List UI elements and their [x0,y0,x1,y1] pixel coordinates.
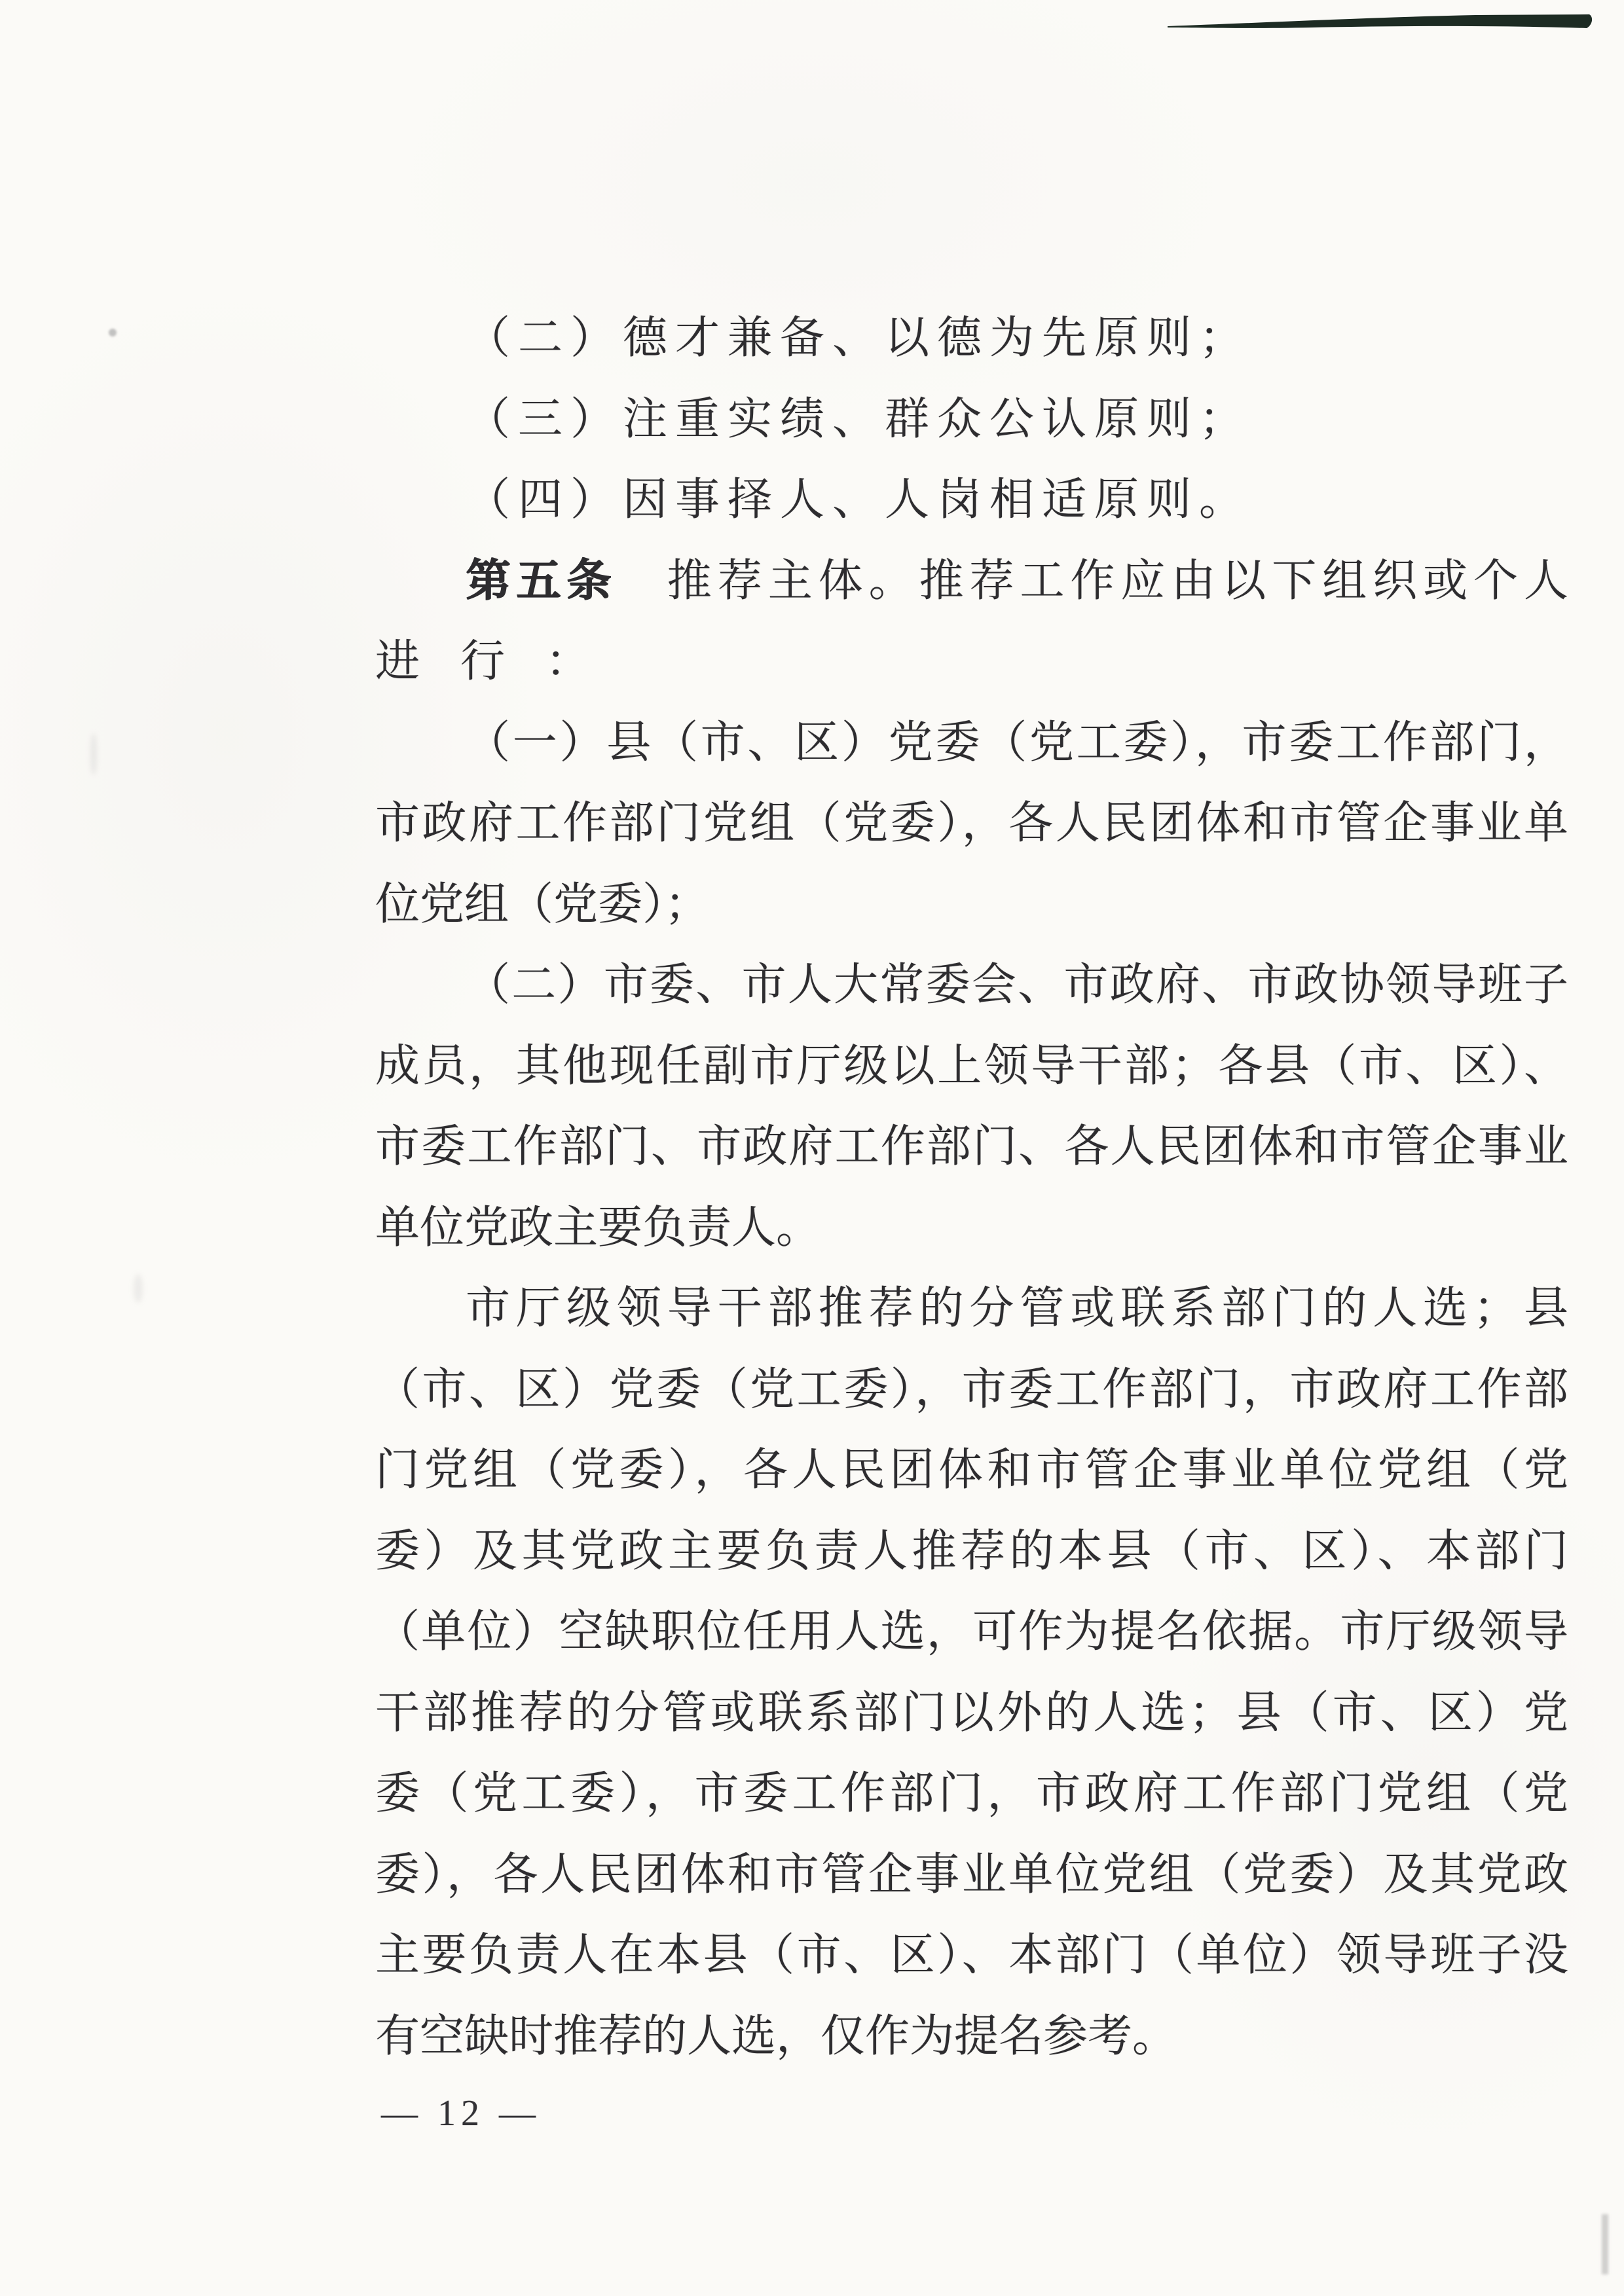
text-lines [375,298,1568,2077]
scan-smudge [90,733,97,775]
scan-artifact-top-right [1168,9,1595,37]
text-segment: （二）德才兼备、以德为先原则； [466,313,1252,363]
text-segment: （四）因事择人、人岗相适原则。 [466,475,1252,524]
text-line [375,1106,1568,1188]
footer-page-number: — 12 — [381,2093,541,2134]
text-segment: 推荐主体。推荐工作应由以下组织或个人 [616,555,1568,606]
text-line [375,379,1568,460]
text-line [375,1026,1568,1107]
text-line [375,1511,1568,1592]
text-line [375,1592,1568,1673]
text-line [375,945,1568,1026]
text-segment: （三）注重实绩、群众公认原则； [466,393,1252,444]
text-line [375,1430,1568,1511]
text-line [375,1915,1568,1996]
text-line [375,621,1568,702]
text-segment: （单位）空缺职位任用人选，可作为提名依据。市厅级领导 [375,1607,1568,1656]
scan-speck [109,329,117,337]
text-segment: （二）市委、市人大常委会、市政府、市政协领导班子 [466,960,1568,1010]
text-segment: 主要负责人在本县（市、区）、本部门（单位）领导班子没 [375,1930,1568,1980]
text-segment: （市、区）党委（党工委），市委工作部门，市政府工作部 [375,1364,1568,1414]
text-segment: 干部推荐的分管或联系部门以外的人选；县（市、区）党 [375,1687,1568,1738]
text-line [375,702,1568,784]
text-line [375,460,1568,541]
text-segment: （一）县（市、区）党委（党工委），市委工作部门， [466,717,1568,767]
text-segment: 有空缺时推荐的人选，仅作为提名参考。 [375,2011,1177,2061]
scan-edge-mark [1602,2214,1608,2274]
text-line [375,1753,1568,1834]
document-text-block [375,298,1568,2077]
text-segment: 委）及其党政主要负责人推荐的本县（市、区）、本部门 [375,1525,1568,1576]
text-line [375,783,1568,864]
text-segment: 市委工作部门、市政府工作部门、各人民团体和市管企事业 [375,1121,1568,1171]
text-segment: 位党组（党委）； [375,879,710,929]
text-segment: 市厅级领导干部推荐的分管或联系部门的人选；县 [466,1283,1568,1333]
scan-smudge [134,1274,143,1303]
text-line [375,1268,1568,1349]
text-line [375,1996,1568,2077]
text-line [375,864,1568,945]
text-segment: 门党组（党委），各人民团体和市管企事业单位党组（党 [375,1445,1568,1495]
text-segment: 进行： [375,636,631,686]
text-line [375,541,1568,622]
text-line [375,1834,1568,1916]
text-segment: 成员，其他现任副市厅级以上领导干部；各县（市、区）、 [375,1040,1568,1091]
bold-text-segment: 第五条 [466,555,617,606]
text-line [375,298,1568,379]
text-segment: 市政府工作部门党组（党委），各人民团体和市管企事业单 [375,798,1568,848]
text-segment: 委），各人民团体和市管企事业单位党组（党委）及其党政 [375,1849,1568,1899]
text-segment: 委（党工委），市委工作部门，市政府工作部门党组（党 [375,1768,1568,1818]
text-segment: 单位党政主要负责人。 [375,1202,821,1252]
scan-artifact-shape [1168,14,1592,28]
text-line [375,1349,1568,1430]
text-line [375,1673,1568,1754]
text-line [375,1188,1568,1269]
